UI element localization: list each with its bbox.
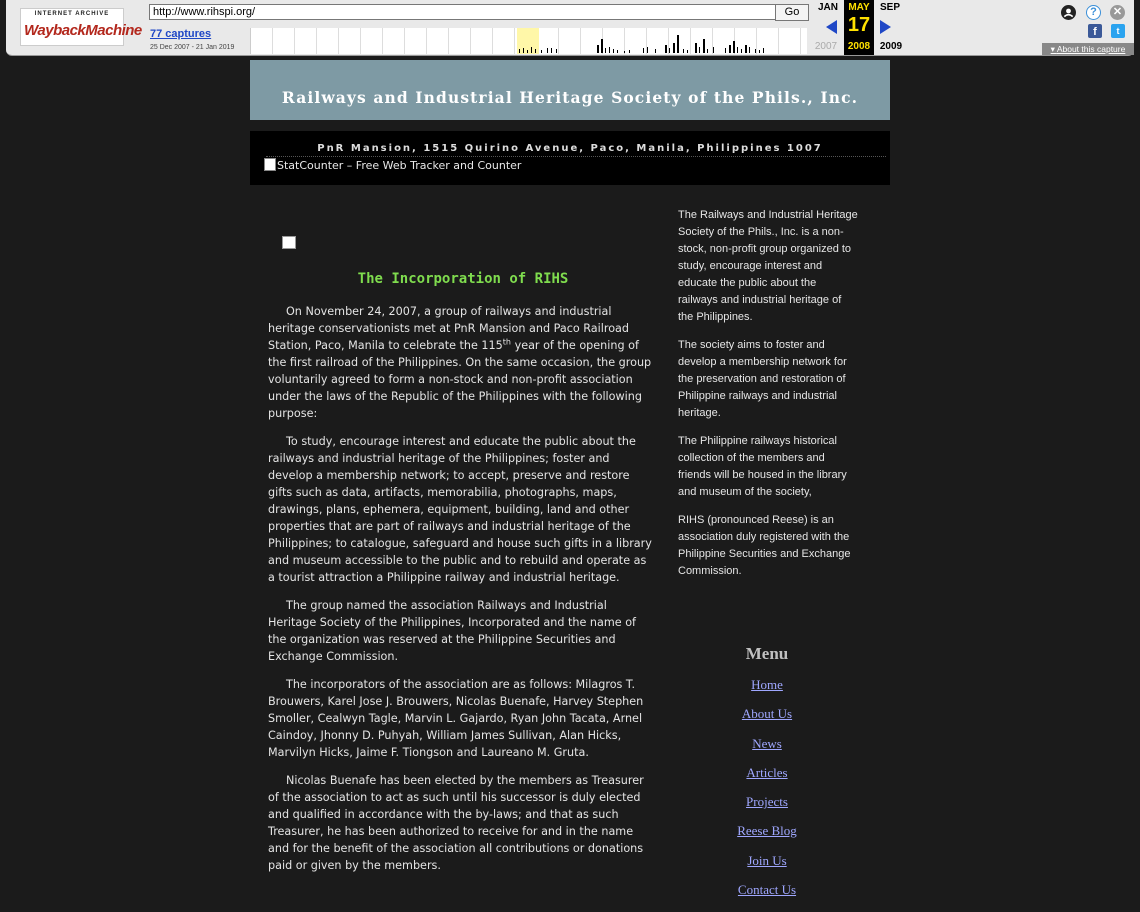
wayback-toolbar-panel bbox=[6, 0, 1134, 56]
twitter-icon[interactable]: t bbox=[1111, 24, 1125, 38]
sparkline-month-cell bbox=[581, 28, 603, 54]
sparkline-capture-bar bbox=[733, 41, 735, 53]
address-bar bbox=[250, 131, 890, 185]
sparkline-month-cell bbox=[713, 28, 735, 54]
wayback-current-day: 17 bbox=[847, 14, 871, 36]
sparkline-capture-bar bbox=[527, 50, 528, 53]
sparkline-month-cell bbox=[405, 28, 427, 54]
wayback-next-year[interactable]: 2009 bbox=[879, 41, 903, 52]
broken-image-icon bbox=[282, 236, 296, 249]
menu-item-home[interactable]: Home bbox=[751, 677, 783, 692]
sparkline-capture-bar bbox=[695, 43, 697, 53]
sparkline-month-cell bbox=[757, 28, 779, 54]
about-capture-link[interactable]: ▾ About this capture bbox=[1042, 43, 1134, 55]
wayback-date-range: 25 Dec 2007 - 21 Jan 2019 bbox=[150, 44, 235, 51]
sidebar-about bbox=[678, 207, 858, 591]
article-paragraph: The group named the association Railways and Industrial Heritage Society of the Philippines, Incorporated and the name of the organization was reserved at the Philippine Securities and Exchange Commission. bbox=[268, 599, 636, 663]
menu-item-reese-blog[interactable]: Reese Blog bbox=[737, 823, 797, 839]
sparkline-capture-bar bbox=[729, 45, 731, 53]
menu-item-join-us[interactable]: Join Us bbox=[747, 852, 787, 868]
sparkline-capture-bar bbox=[556, 49, 557, 53]
site-address: PnR Mansion, 1515 Quirino Avenue, Paco, Manila, Philippines 1007 bbox=[317, 143, 823, 154]
sparkline-capture-bar bbox=[519, 49, 520, 53]
sparkline-month-cell bbox=[471, 28, 493, 54]
facebook-icon[interactable]: f bbox=[1088, 24, 1102, 38]
sidebar-menu bbox=[707, 644, 827, 911]
menu-heading: Menu bbox=[745, 644, 789, 663]
paragraph-text: year of the opening of the first railroad of the Philippines. On the same occasion, the group voluntarily agreed to form a non-stock and non-profit association under the laws of the Republic of the Philippines with the following purpose: bbox=[268, 339, 652, 420]
sidebar-paragraph: The Railways and Industrial Heritage Society of the Phils., Inc. is a non-stock, non-profit group organized to study, encourage interest and educate the public about the railways and industrial heritage of the Philippines. bbox=[678, 209, 858, 323]
sparkline-capture-bar bbox=[763, 48, 764, 53]
superscript: th bbox=[502, 337, 512, 347]
wayback-prev-year[interactable]: 2007 bbox=[814, 41, 838, 52]
sparkline-capture-bar bbox=[707, 49, 708, 53]
wayback-logo-top: INTERNET ARCHIVE bbox=[34, 11, 110, 17]
sparkline-month-cell bbox=[603, 28, 625, 54]
article-paragraph bbox=[268, 303, 656, 422]
sparkline-capture-bar bbox=[629, 50, 630, 53]
sparkline-capture-bar bbox=[665, 45, 667, 53]
sparkline-capture-bar bbox=[669, 48, 670, 53]
next-capture-arrow-icon[interactable] bbox=[880, 20, 891, 34]
sparkline-capture-bar bbox=[741, 49, 742, 53]
sparkline-capture-bar bbox=[643, 48, 644, 53]
sparkline-capture-bar bbox=[531, 47, 532, 53]
sparkline-capture-bar bbox=[547, 48, 548, 53]
menu-item-about-us[interactable]: About Us bbox=[741, 706, 793, 722]
sparkline-month-cell bbox=[339, 28, 361, 54]
sidebar-paragraph: The society aims to foster and develop a membership network for the preservation and restoration of Philippine railways and industrial heritage. bbox=[678, 339, 847, 419]
sparkline-capture-bar bbox=[737, 47, 738, 53]
sparkline-capture-bar bbox=[597, 45, 599, 53]
menu-item-projects[interactable]: Projects bbox=[746, 794, 788, 810]
wayback-go-button[interactable]: Go bbox=[775, 4, 809, 21]
article-paragraph: The incorporators of the association are as follows: Milagros T. Brouwers, Karel Jose J. Brouwers, Nicolas Buenafe, Harvey Stephen Smoller, Cealwyn Tagle, Marvin L. Gajardo, Ryan John Tacata, Arnel Caindoy, Jhonny D. Puhyah, William James Sullivan, Alan Hicks, Marvilyn Hicks, Jaime F. Tiongson and Laureano M. Gruta. bbox=[268, 678, 644, 759]
wayback-current-month: MAY bbox=[848, 2, 870, 13]
sparkline-capture-bar bbox=[673, 43, 675, 53]
sparkline-month-cell bbox=[383, 28, 405, 54]
wayback-captures-link[interactable]: 77 captures bbox=[150, 28, 212, 40]
sparkline-capture-bar bbox=[541, 50, 542, 53]
sparkline-capture-bar bbox=[617, 50, 618, 53]
sparkline-capture-bar bbox=[687, 50, 688, 53]
sparkline-capture-bar bbox=[725, 48, 726, 53]
site-title: Railways and Industrial Heritage Society of the Phils., Inc. bbox=[281, 88, 859, 107]
wayback-prev-month[interactable]: JAN bbox=[817, 2, 838, 13]
sidebar-paragraph: RIHS (pronounced Reese) is an association duly registered with the Philippine Securities and Exchange Commission. bbox=[678, 514, 851, 577]
sparkline-capture-bar bbox=[759, 50, 760, 53]
close-icon[interactable]: ✕ bbox=[1110, 5, 1125, 20]
divider bbox=[266, 156, 886, 157]
sparkline-month-cell bbox=[251, 28, 273, 54]
statcounter-image[interactable] bbox=[264, 158, 521, 172]
main-article bbox=[268, 303, 656, 885]
sparkline-capture-bar bbox=[609, 47, 610, 53]
sparkline-month-cell bbox=[493, 28, 515, 54]
sparkline-capture-bar bbox=[755, 49, 756, 53]
sparkline-capture-bar bbox=[699, 47, 700, 53]
paragraph-text: On November 24, 2007, a group of railways and industrial heritage conservationists met at PnR Mansion and Paco Railroad Station, Paco, Manila to celebrate the 115 bbox=[268, 305, 630, 352]
sparkline-capture-bar bbox=[713, 47, 714, 53]
user-icon[interactable] bbox=[1061, 5, 1076, 20]
wayback-toolbar bbox=[0, 0, 1140, 58]
sparkline-month-cell bbox=[273, 28, 295, 54]
article-paragraph: To study, encourage interest and educate the public about the railways and industrial heritage of the Philippines; foster and develop a membership network; to accept, preserve and restore gifts such as data, artifacts, memorabilia, photographs, maps, drawings, plans, ephemera, equipment, building, land and other properties that are part of railways and industrial heritage of the Philippines; to catalogue, safeguard and house such gifts in a library and museum accessible to the public and to rebuild and operate as a tourist attraction a Philippine railway and industrial heritage. bbox=[268, 435, 652, 584]
about-capture-label: About this capture bbox=[1056, 44, 1126, 54]
menu-item-contact-us[interactable]: Contact Us bbox=[737, 882, 797, 898]
wayback-logo[interactable] bbox=[20, 8, 142, 46]
sparkline-capture-bar bbox=[745, 45, 747, 53]
statcounter-alt-text: StatCounter – Free Web Tracker and Counter bbox=[277, 159, 522, 172]
sparkline-capture-bar bbox=[605, 48, 606, 53]
wayback-sparkline[interactable] bbox=[250, 28, 807, 54]
article-paragraph: Nicolas Buenafe has been elected by the members as Treasurer of the association to act as such until his successor is duly elected and qualified in accordance with the by-laws; and that as such Treasurer, he has been authorized to receive for and in the name and for the benefit of the association all contributions or donations paid or given by the members. bbox=[268, 774, 644, 872]
site-header bbox=[250, 60, 890, 120]
sparkline-month-cell bbox=[427, 28, 449, 54]
sparkline-month-cell bbox=[361, 28, 383, 54]
sparkline-capture-bar bbox=[655, 49, 656, 53]
sparkline-month-cell bbox=[317, 28, 339, 54]
sparkline-capture-bar bbox=[624, 51, 625, 53]
article-title: The Incorporation of RIHS bbox=[357, 271, 569, 287]
sparkline-capture-bar bbox=[647, 47, 648, 53]
sparkline-capture-bar bbox=[749, 47, 750, 53]
menu-item-articles[interactable]: Articles bbox=[746, 764, 788, 780]
broken-image-icon bbox=[264, 158, 276, 171]
sparkline-capture-bar bbox=[551, 48, 552, 53]
sparkline-capture-bar bbox=[535, 49, 536, 53]
sparkline-month-cell bbox=[779, 28, 801, 54]
sparkline-month-cell bbox=[295, 28, 317, 54]
sparkline-capture-bar bbox=[523, 48, 524, 53]
wayback-current-year: 2008 bbox=[847, 41, 871, 52]
sparkline-capture-bar bbox=[683, 49, 684, 53]
sparkline-capture-bar bbox=[677, 35, 679, 53]
sparkline-capture-bar bbox=[601, 39, 603, 53]
wayback-logo-main: WaybackMachine bbox=[24, 22, 142, 39]
sparkline-capture-bar bbox=[613, 49, 614, 53]
sidebar-paragraph: The Philippine railways historical collection of the members and friends will be housed in the library and museum of the society, bbox=[678, 435, 847, 498]
wayback-next-month[interactable]: SEP bbox=[879, 2, 900, 13]
menu-item-news[interactable]: News bbox=[752, 735, 782, 751]
sparkline-month-cell bbox=[559, 28, 581, 54]
wayback-url-input[interactable]: http://www.rihspi.org/ bbox=[149, 4, 777, 20]
help-icon[interactable]: ? bbox=[1086, 5, 1101, 20]
prev-capture-arrow-icon[interactable] bbox=[826, 20, 837, 34]
sparkline-month-cell bbox=[449, 28, 471, 54]
sparkline-capture-bar bbox=[703, 39, 705, 53]
